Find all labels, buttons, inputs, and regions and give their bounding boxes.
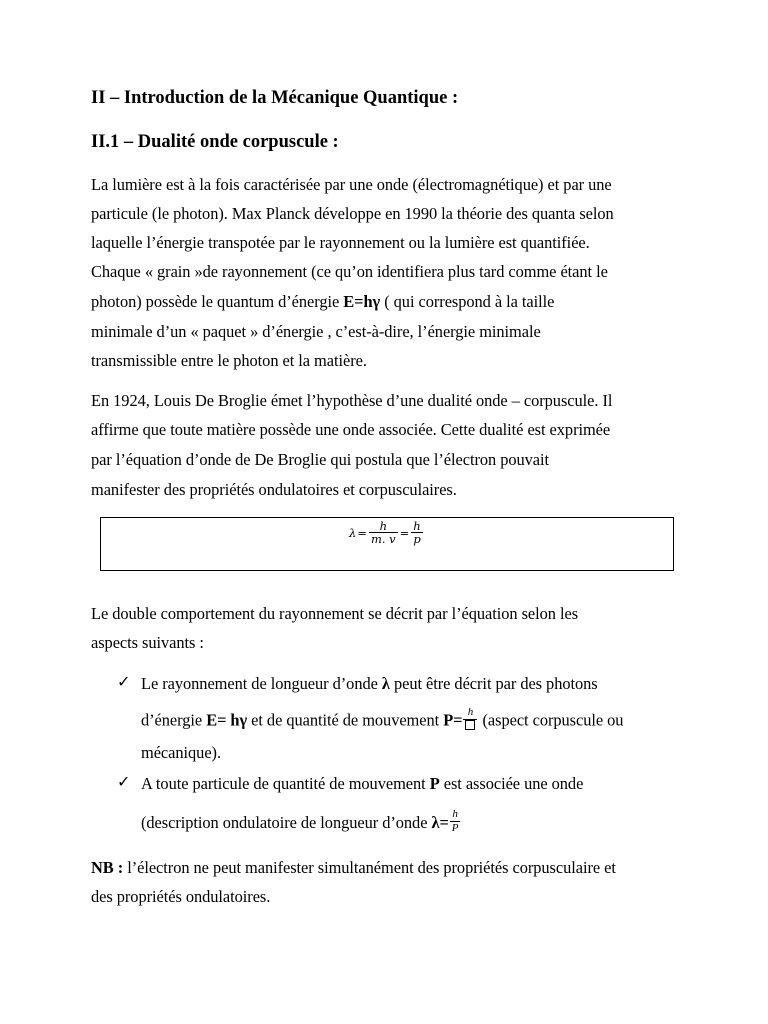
paragraph-1-line-2: particule (le photon). Max Planck développe en 1990 la théorie des quanta selon [91, 204, 614, 223]
bullet-2-line-1 [141, 774, 583, 794]
paragraph-1-line-3: laquelle l’énergie transpotée par le rayonnement ou la lumière est quantifiée. [91, 233, 590, 252]
missing-glyph-box [465, 720, 475, 730]
paragraph-1-text: ( qui correspond à la taille [380, 292, 555, 311]
nb-text: l’électron ne peut manifester simultanément des propriétés corpusculaire et [123, 858, 616, 877]
paragraph-2-line-2: affirme que toute matière possède une onde associée. Cette dualité est exprimée [91, 420, 611, 439]
fraction-h-over-p [450, 809, 461, 834]
denominator-placeholder [463, 719, 477, 731]
bullet-text: d’énergie [141, 710, 207, 730]
equals-sign: = [357, 525, 367, 540]
nb-line-2: des propriétés ondulatoires. [91, 887, 271, 906]
bullet-text: et de quantité de mouvement [247, 710, 444, 730]
bullet-2-line-2 [141, 808, 461, 837]
paragraph-1-line-4: Chaque « grain »de rayonnement (ce qu’on identifiera plus tard comme étant le [91, 262, 608, 281]
denominator-mv: m. v [370, 532, 396, 547]
paragraph-3-line-2: aspects suivants : [91, 633, 204, 652]
wavelength-formula: λ= [431, 813, 449, 833]
paragraph-1-line-5 [91, 292, 554, 312]
lambda-symbol: λ [381, 674, 390, 693]
bullet-text: est associée une onde [439, 774, 584, 793]
fraction-h-over-mv [369, 520, 398, 546]
checkmark-icon: ✓ [117, 774, 131, 791]
de-broglie-formula-box [100, 517, 674, 571]
nb-line-1 [91, 858, 616, 878]
denominator-p: P [451, 821, 459, 834]
bullet-1-line-3: mécanique). [141, 743, 221, 762]
numerator-h: h [467, 706, 474, 718]
paragraph-1-line-7: transmissible entre le photon et la matière. [91, 351, 367, 370]
equals-sign: = [399, 525, 410, 540]
bullet-text: Le rayonnement de longueur d’onde [141, 674, 382, 693]
bullet-text: peut être décrit par des photons [389, 674, 598, 693]
numerator-h: h [413, 519, 421, 533]
bullet-1-line-2 [141, 706, 624, 734]
paragraph-1-line-1: La lumière est à la fois caractérisée par une onde (électromagnétique) et par une [91, 175, 612, 194]
fraction-h-over-missing [463, 707, 477, 731]
numerator-h: h [379, 519, 387, 533]
bullet-1-line-1 [141, 674, 598, 694]
energy-formula: E=hγ [343, 292, 381, 311]
momentum-formula: P= [443, 710, 463, 730]
bullet-text: (description ondulatoire de longueur d’onde [141, 813, 432, 833]
paragraph-1-line-6: minimale d’un « paquet » d’énergie , c’est-à-dire, l’énergie minimale [91, 322, 541, 341]
bullet-text: (aspect corpuscule ou [478, 710, 624, 730]
photon-energy-formula: E= hγ [206, 710, 248, 730]
denominator-p: p [413, 532, 421, 547]
numerator-h: h [452, 808, 458, 820]
bullet-text: A toute particule de quantité de mouvement [141, 774, 430, 793]
paragraph-2-line-3: par l’équation d’onde de De Broglie qui postula que l’électron pouvait [91, 450, 550, 469]
paragraph-2-line-4: manifester des propriétés ondulatoires et corpusculaires. [91, 480, 457, 499]
nb-label: NB : [91, 858, 124, 877]
fraction-h-over-p [411, 520, 422, 546]
checkmark-icon: ✓ [117, 674, 131, 691]
de-broglie-formula [349, 520, 424, 546]
lambda-symbol: λ [349, 525, 357, 540]
subsection-title: II.1 – Dualité onde corpuscule : [91, 132, 339, 152]
momentum-symbol: P [429, 774, 440, 793]
section-title: II – Introduction de la Mécanique Quantique : [91, 88, 459, 108]
paragraph-2-line-1: En 1924, Louis De Broglie émet l’hypothèse d’une dualité onde – corpuscule. Il [91, 391, 613, 410]
paragraph-1-text: photon) possède le quantum d’énergie [91, 292, 344, 311]
paragraph-3-line-1: Le double comportement du rayonnement se décrit par l’équation selon les [91, 604, 579, 623]
